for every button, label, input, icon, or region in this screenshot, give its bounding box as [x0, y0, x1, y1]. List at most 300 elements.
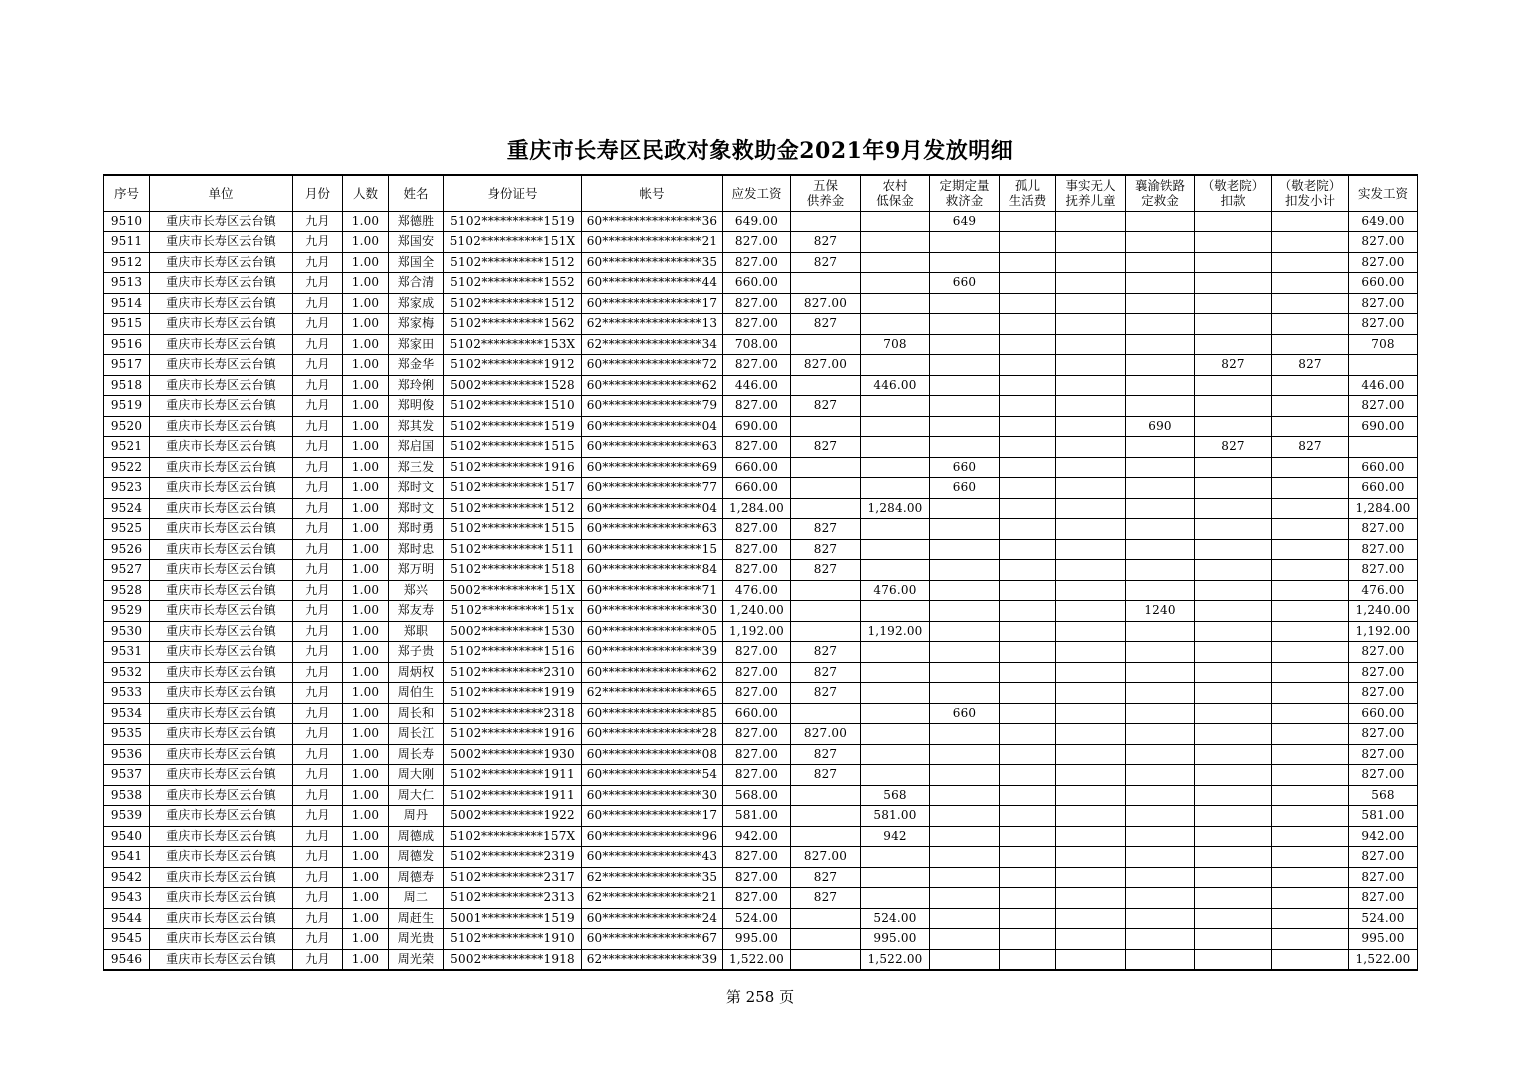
table-cell: 1.00	[343, 478, 389, 499]
table-cell	[1056, 949, 1126, 970]
table-cell	[1000, 334, 1056, 355]
table-cell: 476.00	[723, 580, 791, 601]
table-cell: 九月	[293, 662, 343, 683]
table-cell: 1.00	[343, 765, 389, 786]
table-cell: 9511	[104, 232, 150, 253]
table-cell	[1000, 211, 1056, 232]
table-cell: 5102**********151X	[444, 232, 582, 253]
table-cell	[1126, 888, 1195, 909]
table-cell: 1.00	[343, 498, 389, 519]
table-cell	[791, 273, 861, 294]
table-cell	[861, 355, 930, 376]
table-cell	[861, 519, 930, 540]
table-cell: 827.00	[1349, 847, 1418, 868]
table-cell: 九月	[293, 457, 343, 478]
table-cell: 1.00	[343, 642, 389, 663]
table-cell: 九月	[293, 560, 343, 581]
table-cell: 9527	[104, 560, 150, 581]
table-cell: 重庆市长寿区云台镇	[150, 621, 293, 642]
table-cell: 郑家成	[389, 293, 444, 314]
table-cell: 60****************24	[582, 908, 723, 929]
table-cell	[791, 478, 861, 499]
table-cell: 重庆市长寿区云台镇	[150, 457, 293, 478]
table-cell	[1195, 580, 1272, 601]
table-cell: 9541	[104, 847, 150, 868]
table-cell: 9526	[104, 539, 150, 560]
table-cell: 827.00	[1349, 744, 1418, 765]
table-cell: 1.00	[343, 252, 389, 273]
table-cell	[930, 806, 1000, 827]
table-cell	[930, 498, 1000, 519]
table-cell: 九月	[293, 724, 343, 745]
table-cell	[1056, 826, 1126, 847]
table-cell	[791, 416, 861, 437]
table-cell: 60****************71	[582, 580, 723, 601]
table-cell	[1195, 457, 1272, 478]
table-row	[104, 273, 1418, 294]
table-cell: 827.00	[723, 888, 791, 909]
table-cell	[861, 396, 930, 417]
table-cell: 九月	[293, 888, 343, 909]
table-cell: 60****************69	[582, 457, 723, 478]
table-cell	[1195, 293, 1272, 314]
table-cell	[1195, 847, 1272, 868]
table-cell: 9528	[104, 580, 150, 601]
table-cell	[1126, 560, 1195, 581]
table-row	[104, 888, 1418, 909]
table-cell: 5102**********151x	[444, 601, 582, 622]
table-cell: 1.00	[343, 724, 389, 745]
table-cell: 827.00	[1349, 519, 1418, 540]
table-cell	[1272, 519, 1349, 540]
table-cell: 1.00	[343, 232, 389, 253]
table-cell: 5001**********1519	[444, 908, 582, 929]
table-cell: 827.00	[723, 293, 791, 314]
table-cell: 60****************30	[582, 785, 723, 806]
table-row	[104, 642, 1418, 663]
table-row	[104, 867, 1418, 888]
table-cell	[1195, 211, 1272, 232]
table-cell: 九月	[293, 293, 343, 314]
table-cell: 九月	[293, 519, 343, 540]
table-cell: 5102**********2318	[444, 703, 582, 724]
table-cell: 827.00	[1349, 232, 1418, 253]
table-cell	[1195, 949, 1272, 970]
table-cell: 5102**********1919	[444, 683, 582, 704]
table-row	[104, 478, 1418, 499]
table-cell: 郑其发	[389, 416, 444, 437]
table-cell: 9535	[104, 724, 150, 745]
table-cell: 827.00	[1349, 539, 1418, 560]
table-cell: 827.00	[1349, 560, 1418, 581]
table-cell	[930, 314, 1000, 335]
table-row	[104, 724, 1418, 745]
table-row	[104, 498, 1418, 519]
table-cell: 重庆市长寿区云台镇	[150, 888, 293, 909]
table-cell: 827	[791, 396, 861, 417]
column-header: 姓名	[389, 175, 444, 211]
table-cell	[1126, 806, 1195, 827]
table-cell	[930, 601, 1000, 622]
table-cell	[791, 703, 861, 724]
table-cell	[1272, 457, 1349, 478]
table-cell: 1.00	[343, 580, 389, 601]
table-cell: 5102**********1515	[444, 437, 582, 458]
table-cell: 1,192.00	[861, 621, 930, 642]
table-cell: 60****************63	[582, 519, 723, 540]
table-cell: 1240	[1126, 601, 1195, 622]
table-cell	[930, 662, 1000, 683]
table-cell: 1.00	[343, 355, 389, 376]
table-cell: 827.00	[723, 683, 791, 704]
table-cell	[1056, 273, 1126, 294]
table-cell	[1195, 498, 1272, 519]
table-cell: 995.00	[723, 929, 791, 950]
table-cell	[930, 252, 1000, 273]
table-cell	[1272, 847, 1349, 868]
table-cell: 九月	[293, 416, 343, 437]
table-cell: 5002**********1922	[444, 806, 582, 827]
table-cell	[791, 375, 861, 396]
table-cell: 827.00	[723, 539, 791, 560]
table-cell	[1195, 539, 1272, 560]
table-cell	[1126, 273, 1195, 294]
table-cell: 5102**********1912	[444, 355, 582, 376]
table-cell: 1.00	[343, 334, 389, 355]
table-cell	[1272, 662, 1349, 683]
table-cell: 九月	[293, 232, 343, 253]
table-cell: 重庆市长寿区云台镇	[150, 211, 293, 232]
table-cell: 827.00	[723, 252, 791, 273]
table-cell	[1126, 211, 1195, 232]
table-cell: 827.00	[1349, 252, 1418, 273]
table-cell: 827.00	[723, 724, 791, 745]
table-cell: 九月	[293, 867, 343, 888]
table-cell: 827.00	[723, 847, 791, 868]
table-cell	[861, 867, 930, 888]
table-cell	[791, 211, 861, 232]
table-cell	[1349, 355, 1418, 376]
table-cell: 5102**********1519	[444, 416, 582, 437]
table-cell: 1.00	[343, 847, 389, 868]
table-cell: 60****************21	[582, 232, 723, 253]
table-cell: 827.00	[723, 396, 791, 417]
table-cell	[1056, 724, 1126, 745]
table-cell: 827.00	[791, 355, 861, 376]
table-cell: 827.00	[1349, 314, 1418, 335]
table-cell: 581.00	[723, 806, 791, 827]
table-cell: 995.00	[861, 929, 930, 950]
table-cell	[791, 498, 861, 519]
table-cell: 1,192.00	[723, 621, 791, 642]
table-cell: 九月	[293, 539, 343, 560]
table-cell: 9515	[104, 314, 150, 335]
table-cell	[1195, 396, 1272, 417]
table-cell	[1056, 867, 1126, 888]
table-cell	[1000, 888, 1056, 909]
table-cell: 827	[791, 765, 861, 786]
table-row	[104, 519, 1418, 540]
table-cell	[1056, 847, 1126, 868]
table-cell	[1195, 744, 1272, 765]
table-cell: 827.00	[791, 724, 861, 745]
table-cell: 郑职	[389, 621, 444, 642]
table-row	[104, 765, 1418, 786]
column-header: 单位	[150, 175, 293, 211]
table-cell	[1195, 560, 1272, 581]
table-cell	[791, 621, 861, 642]
table-cell: 周大仁	[389, 785, 444, 806]
table-cell: 581.00	[1349, 806, 1418, 827]
table-cell: 九月	[293, 355, 343, 376]
table-cell	[1126, 293, 1195, 314]
table-cell	[930, 396, 1000, 417]
table-cell: 660.00	[1349, 478, 1418, 499]
table-cell	[1272, 334, 1349, 355]
table-cell: 60****************36	[582, 211, 723, 232]
table-cell: 5002**********1530	[444, 621, 582, 642]
table-cell: 995.00	[1349, 929, 1418, 950]
table-cell: 9525	[104, 519, 150, 540]
table-cell: 9536	[104, 744, 150, 765]
table-cell	[791, 580, 861, 601]
column-header: 襄渝铁路 定救金	[1126, 175, 1195, 211]
table-cell	[791, 334, 861, 355]
table-cell	[1056, 355, 1126, 376]
table-cell	[1126, 929, 1195, 950]
table-cell: 九月	[293, 601, 343, 622]
table-cell: 1,192.00	[1349, 621, 1418, 642]
table-cell	[1000, 355, 1056, 376]
table-cell: 周德发	[389, 847, 444, 868]
table-cell	[1000, 273, 1056, 294]
table-row	[104, 355, 1418, 376]
table-row	[104, 703, 1418, 724]
table-cell	[1056, 211, 1126, 232]
table-cell	[1126, 867, 1195, 888]
table-cell: 1.00	[343, 683, 389, 704]
table-cell	[1056, 293, 1126, 314]
table-cell	[1056, 437, 1126, 458]
table-cell	[1056, 519, 1126, 540]
table-cell: 62****************65	[582, 683, 723, 704]
table-row	[104, 416, 1418, 437]
table-cell: 九月	[293, 847, 343, 868]
table-cell: 5102**********1512	[444, 498, 582, 519]
table-cell: 827	[791, 888, 861, 909]
table-cell: 62****************35	[582, 867, 723, 888]
table-cell: 5102**********1916	[444, 724, 582, 745]
table-cell: 九月	[293, 396, 343, 417]
table-cell: 9533	[104, 683, 150, 704]
table-cell	[861, 888, 930, 909]
table-cell	[1000, 683, 1056, 704]
table-cell	[1000, 478, 1056, 499]
table-cell: 5102**********1916	[444, 457, 582, 478]
table-cell	[1126, 785, 1195, 806]
table-cell: 60****************77	[582, 478, 723, 499]
table-cell: 九月	[293, 375, 343, 396]
table-cell	[930, 375, 1000, 396]
table-cell	[1126, 314, 1195, 335]
table-cell	[930, 683, 1000, 704]
table-cell: 60****************72	[582, 355, 723, 376]
table-cell	[1000, 949, 1056, 970]
table-cell	[1195, 642, 1272, 663]
table-cell: 827.00	[723, 744, 791, 765]
table-cell	[1056, 457, 1126, 478]
table-cell: 5102**********1510	[444, 396, 582, 417]
table-cell: 1.00	[343, 273, 389, 294]
table-cell	[930, 929, 1000, 950]
table-cell: 60****************67	[582, 929, 723, 950]
table-cell: 周长寿	[389, 744, 444, 765]
table-cell: 660	[930, 478, 1000, 499]
table-cell: 476.00	[861, 580, 930, 601]
table-cell: 827	[1272, 437, 1349, 458]
table-cell	[1272, 949, 1349, 970]
table-cell: 827.00	[723, 662, 791, 683]
table-cell: 1,240.00	[1349, 601, 1418, 622]
table-cell: 942	[861, 826, 930, 847]
table-cell: 九月	[293, 703, 343, 724]
table-cell	[1000, 703, 1056, 724]
table-cell: 827	[791, 232, 861, 253]
table-cell	[1000, 806, 1056, 827]
table-cell	[1056, 396, 1126, 417]
table-cell	[1000, 293, 1056, 314]
table-cell: 9517	[104, 355, 150, 376]
table-cell	[1272, 498, 1349, 519]
table-cell: 郑合清	[389, 273, 444, 294]
table-cell: 660.00	[723, 457, 791, 478]
table-cell: 827.00	[1349, 642, 1418, 663]
table-cell: 9543	[104, 888, 150, 909]
table-cell: 郑友寿	[389, 601, 444, 622]
table-cell	[861, 314, 930, 335]
table-cell	[1272, 396, 1349, 417]
table-cell	[1056, 539, 1126, 560]
table-cell: 九月	[293, 785, 343, 806]
table-cell	[1056, 744, 1126, 765]
table-cell: 708	[861, 334, 930, 355]
column-header: 月份	[293, 175, 343, 211]
table-cell: 5102**********2319	[444, 847, 582, 868]
table-cell: 1.00	[343, 396, 389, 417]
table-cell: 5102**********1511	[444, 539, 582, 560]
table-cell	[1195, 703, 1272, 724]
table-cell: 9537	[104, 765, 150, 786]
table-cell	[930, 744, 1000, 765]
table-cell: 5102**********157X	[444, 826, 582, 847]
table-cell	[1126, 252, 1195, 273]
table-cell: 60****************28	[582, 724, 723, 745]
table-cell: 郑德胜	[389, 211, 444, 232]
table-cell	[1056, 498, 1126, 519]
table-cell	[930, 867, 1000, 888]
table-cell: 827.00	[723, 232, 791, 253]
table-cell	[1000, 724, 1056, 745]
table-cell	[1126, 765, 1195, 786]
table-cell	[1195, 621, 1272, 642]
table-cell	[1272, 683, 1349, 704]
table-cell: 62****************39	[582, 949, 723, 970]
table-cell	[1126, 847, 1195, 868]
table-cell	[1195, 314, 1272, 335]
table-cell	[1272, 314, 1349, 335]
table-cell: 9512	[104, 252, 150, 273]
table-cell	[1000, 826, 1056, 847]
table-cell: 重庆市长寿区云台镇	[150, 580, 293, 601]
table-cell: 重庆市长寿区云台镇	[150, 847, 293, 868]
table-cell: 1.00	[343, 539, 389, 560]
table-cell	[861, 683, 930, 704]
table-cell	[1126, 642, 1195, 663]
table-cell: 5102**********1910	[444, 929, 582, 950]
table-cell	[1000, 847, 1056, 868]
table-cell: 649.00	[723, 211, 791, 232]
table-row	[104, 396, 1418, 417]
table-cell: 郑时文	[389, 498, 444, 519]
table-cell	[930, 355, 1000, 376]
table-cell	[1272, 724, 1349, 745]
table-cell: 郑明俊	[389, 396, 444, 417]
table-cell: 660.00	[1349, 457, 1418, 478]
table-cell: 九月	[293, 334, 343, 355]
table-cell	[1272, 580, 1349, 601]
table-cell: 1.00	[343, 601, 389, 622]
table-cell	[1056, 888, 1126, 909]
table-cell	[1056, 252, 1126, 273]
table-cell: 60****************54	[582, 765, 723, 786]
table-cell: 827	[791, 642, 861, 663]
table-row	[104, 601, 1418, 622]
table-cell: 郑金华	[389, 355, 444, 376]
table-cell	[1126, 908, 1195, 929]
table-cell: 476.00	[1349, 580, 1418, 601]
table-cell: 524.00	[723, 908, 791, 929]
table-cell	[1126, 662, 1195, 683]
table-cell: 9545	[104, 929, 150, 950]
column-header: 孤儿 生活费	[1000, 175, 1056, 211]
table-cell	[791, 457, 861, 478]
table-cell: 5102**********2310	[444, 662, 582, 683]
table-cell: 重庆市长寿区云台镇	[150, 908, 293, 929]
table-cell	[1056, 703, 1126, 724]
table-cell	[861, 724, 930, 745]
table-cell: 1.00	[343, 437, 389, 458]
table-cell: 60****************04	[582, 498, 723, 519]
table-cell: 660.00	[723, 703, 791, 724]
table-cell: 660	[930, 457, 1000, 478]
table-cell: 5102**********1911	[444, 765, 582, 786]
table-row	[104, 232, 1418, 253]
table-cell	[1195, 519, 1272, 540]
table-cell: 九月	[293, 806, 343, 827]
table-row	[104, 683, 1418, 704]
table-cell	[861, 232, 930, 253]
table-cell	[1000, 314, 1056, 335]
table-cell: 重庆市长寿区云台镇	[150, 355, 293, 376]
table-cell: 重庆市长寿区云台镇	[150, 334, 293, 355]
table-cell: 524.00	[1349, 908, 1418, 929]
table-cell	[1000, 867, 1056, 888]
table-cell: 1.00	[343, 888, 389, 909]
table-cell	[1056, 601, 1126, 622]
table-cell: 九月	[293, 314, 343, 335]
table-cell: 郑子贵	[389, 642, 444, 663]
table-row	[104, 560, 1418, 581]
